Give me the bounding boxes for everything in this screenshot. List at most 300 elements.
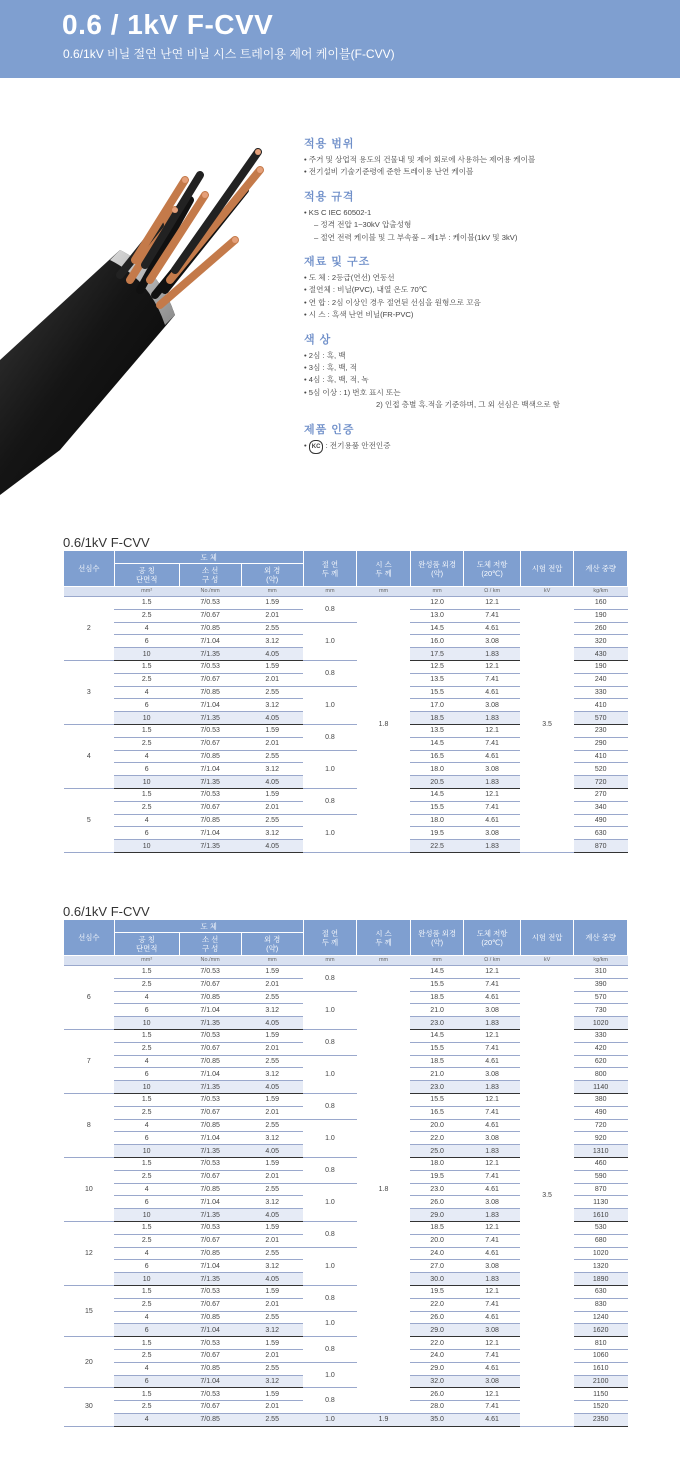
cable-od-cell: 13.5	[410, 673, 464, 686]
col-header-strand: 소 선 구 성	[179, 564, 241, 587]
weight-cell: 1890	[574, 1273, 628, 1286]
insulation-cell: 1.0	[303, 814, 357, 852]
od-cell: 4.05	[241, 840, 303, 853]
insulation-cell: 1.0	[303, 1362, 357, 1388]
units-row	[64, 587, 628, 597]
od-cell: 4.05	[241, 1081, 303, 1094]
strand-cell: 7/1.35	[179, 1145, 241, 1158]
resistance-cell: 12.1	[464, 724, 520, 737]
od-cell: 2.01	[241, 737, 303, 750]
resistance-cell: 7.41	[464, 1401, 520, 1414]
resistance-cell: 3.08	[464, 1375, 520, 1388]
unit-cell: mm	[241, 956, 303, 966]
area-cell: 10	[114, 1145, 179, 1158]
weight-cell: 810	[574, 1337, 628, 1350]
unit-cell: Ω / km	[464, 587, 520, 597]
resistance-cell: 3.08	[464, 1260, 520, 1273]
area-cell: 10	[114, 1273, 179, 1286]
area-cell: 4	[114, 750, 179, 763]
sheath-cell: 1.8	[357, 966, 411, 1414]
area-cell: 4	[114, 1055, 179, 1068]
voltage-cell: 3.5	[520, 597, 574, 853]
cable-od-cell: 19.5	[410, 1170, 464, 1183]
od-cell: 3.12	[241, 1260, 303, 1273]
area-cell: 6	[114, 1004, 179, 1017]
od-cell: 1.59	[241, 1029, 303, 1042]
insulation-cell: 1.0	[303, 686, 357, 724]
cores-cell: 15	[64, 1285, 115, 1336]
unit-cell: mm	[303, 587, 357, 597]
area-cell: 1.5	[114, 1285, 179, 1298]
unit-cell	[64, 956, 115, 966]
insulation-cell: 0.8	[303, 660, 357, 686]
color-line: • 2심 : 흑, 백	[304, 350, 346, 360]
area-cell: 2.5	[114, 1042, 179, 1055]
table-row	[64, 966, 628, 979]
standard-line: – 정격 전압 1~30kV 압출성형	[314, 220, 412, 230]
od-cell: 2.55	[241, 1119, 303, 1132]
od-cell: 2.55	[241, 1311, 303, 1324]
resistance-cell: 4.61	[464, 1362, 520, 1375]
area-cell: 1.5	[114, 724, 179, 737]
od-cell: 3.12	[241, 635, 303, 648]
weight-cell: 1520	[574, 1401, 628, 1414]
strand-cell: 7/0.85	[179, 1247, 241, 1260]
weight-cell: 1610	[574, 1209, 628, 1222]
color-line: • 3심 : 흑, 백, 적	[304, 363, 358, 373]
resistance-cell: 1.83	[464, 1209, 520, 1222]
area-cell: 6	[114, 699, 179, 712]
strand-cell: 7/0.85	[179, 1311, 241, 1324]
area-cell: 2.5	[114, 1298, 179, 1311]
cable-od-cell: 18.5	[410, 712, 464, 725]
resistance-cell: 7.41	[464, 737, 520, 750]
unit-cell: mm	[410, 956, 464, 966]
weight-cell: 340	[574, 801, 628, 814]
weight-cell: 1310	[574, 1145, 628, 1158]
resistance-cell: 3.08	[464, 699, 520, 712]
resistance-cell: 3.08	[464, 827, 520, 840]
resistance-cell: 1.83	[464, 840, 520, 853]
cable-od-cell: 17.5	[410, 648, 464, 661]
weight-cell: 270	[574, 788, 628, 801]
col-header-insulation: 절 연 두 께	[303, 551, 357, 587]
spec-section	[304, 135, 674, 463]
strand-cell: 7/0.53	[179, 1093, 241, 1106]
strand-cell: 7/0.53	[179, 1285, 241, 1298]
resistance-cell: 4.61	[464, 814, 520, 827]
cable-od-cell: 28.0	[410, 1401, 464, 1414]
resistance-cell: 7.41	[464, 1106, 520, 1119]
weight-cell: 230	[574, 724, 628, 737]
od-cell: 2.55	[241, 750, 303, 763]
od-cell: 1.59	[241, 597, 303, 610]
area-cell: 10	[114, 1017, 179, 1030]
insulation-cell: 0.8	[303, 1285, 357, 1311]
strand-cell: 7/0.53	[179, 1221, 241, 1234]
color-section	[304, 331, 674, 412]
weight-cell: 330	[574, 1029, 628, 1042]
col-header-cable-od: 완성품 외경 (약)	[410, 920, 464, 956]
area-cell: 2.5	[114, 1170, 179, 1183]
area-cell: 4	[114, 1362, 179, 1375]
cable-od-cell: 23.0	[410, 1183, 464, 1196]
weight-cell: 520	[574, 763, 628, 776]
weight-cell: 260	[574, 622, 628, 635]
material-line: • 연 합 : 2심 이상인 경우 절연된 선심을 원형으로 꼬음	[304, 297, 481, 307]
cable-od-cell: 23.0	[410, 1081, 464, 1094]
resistance-cell: 4.61	[464, 1247, 520, 1260]
od-cell: 3.12	[241, 1196, 303, 1209]
strand-cell: 7/1.35	[179, 776, 241, 789]
cable-od-cell: 20.0	[410, 1119, 464, 1132]
resistance-cell: 12.1	[464, 1029, 520, 1042]
od-cell: 1.59	[241, 1221, 303, 1234]
insulation-cell: 1.0	[303, 1247, 357, 1285]
strand-cell: 7/0.85	[179, 814, 241, 827]
resistance-cell: 4.61	[464, 991, 520, 1004]
area-cell: 10	[114, 648, 179, 661]
od-cell: 2.01	[241, 609, 303, 622]
col-header-resistance: 도체 저항 (20℃)	[464, 551, 520, 587]
resistance-cell: 4.61	[464, 750, 520, 763]
color-line: • 5심 이상 : 1) 번호 표시 또는	[304, 387, 401, 397]
col-header-od: 외 경 (약)	[241, 564, 303, 587]
od-cell: 2.01	[241, 1401, 303, 1414]
unit-cell: kg/km	[574, 956, 628, 966]
cores-cell: 7	[64, 1029, 115, 1093]
unit-cell: mm	[241, 587, 303, 597]
insulation-cell: 0.8	[303, 1029, 357, 1055]
od-cell: 2.55	[241, 1247, 303, 1260]
od-cell: 1.59	[241, 724, 303, 737]
cable-od-cell: 20.0	[410, 1234, 464, 1247]
cable-od-cell: 22.0	[410, 1298, 464, 1311]
cable-od-cell: 32.0	[410, 1375, 464, 1388]
area-cell: 1.5	[114, 1157, 179, 1170]
strand-cell: 7/0.67	[179, 1298, 241, 1311]
resistance-cell: 7.41	[464, 1234, 520, 1247]
insulation-cell: 1.0	[303, 991, 357, 1029]
strand-cell: 7/0.53	[179, 597, 241, 610]
cable-od-cell: 35.0	[410, 1413, 464, 1426]
area-cell: 2.5	[114, 978, 179, 991]
od-cell: 2.55	[241, 1413, 303, 1426]
insulation-cell: 0.8	[303, 724, 357, 750]
unit-cell: mm	[357, 956, 411, 966]
scope-line: • 주거 및 상업적 용도의 건물내 및 제어 회로에 사용하는 제어용 케이블	[304, 155, 536, 164]
col-header-voltage: 시험 전압	[520, 551, 574, 587]
strand-cell: 7/0.67	[179, 1106, 241, 1119]
cable-od-cell: 23.0	[410, 1017, 464, 1030]
cable-od-cell: 29.0	[410, 1209, 464, 1222]
cable-od-cell: 16.5	[410, 750, 464, 763]
cable-od-cell: 26.0	[410, 1311, 464, 1324]
weight-cell: 330	[574, 686, 628, 699]
weight-cell: 390	[574, 978, 628, 991]
insulation-cell: 1.0	[303, 1055, 357, 1093]
strand-cell: 7/0.85	[179, 750, 241, 763]
insulation-cell: 0.8	[303, 966, 357, 992]
weight-cell: 590	[574, 1170, 628, 1183]
table1-title: 0.6/1kV F-CVV	[63, 535, 150, 550]
strand-cell: 7/0.85	[179, 686, 241, 699]
cable-od-cell: 30.0	[410, 1273, 464, 1286]
od-cell: 2.01	[241, 1042, 303, 1055]
od-cell: 3.12	[241, 1068, 303, 1081]
insulation-cell: 1.0	[303, 1413, 357, 1426]
strand-cell: 7/1.04	[179, 1375, 241, 1388]
spec-table-1	[63, 550, 628, 853]
unit-cell: Ω / km	[464, 956, 520, 966]
strand-cell: 7/1.04	[179, 1324, 241, 1337]
weight-cell: 1130	[574, 1196, 628, 1209]
od-cell: 4.05	[241, 1017, 303, 1030]
page-header	[0, 0, 680, 78]
area-cell: 6	[114, 1196, 179, 1209]
sheath-cell: 1.8	[357, 597, 411, 853]
area-cell: 2.5	[114, 1234, 179, 1247]
cores-cell: 6	[64, 966, 115, 1030]
cores-cell: 2	[64, 597, 115, 661]
weight-cell: 680	[574, 1234, 628, 1247]
standard-line: • KS C IEC 60502-1	[304, 207, 372, 217]
sheath-cell: 1.9	[357, 1413, 411, 1426]
strand-cell: 7/0.53	[179, 788, 241, 801]
strand-cell: 7/0.85	[179, 1413, 241, 1426]
weight-cell: 410	[574, 750, 628, 763]
color-heading: 색 상	[304, 333, 332, 346]
col-header-weight: 계산 중량	[574, 551, 628, 587]
color-line: 2) 인접 층별 흑.적을 기준하며, 그 외 선심은 백색으로 함	[376, 400, 561, 410]
cable-product-image	[0, 130, 300, 495]
resistance-cell: 3.08	[464, 1004, 520, 1017]
unit-cell: mm	[303, 956, 357, 966]
area-cell: 1.5	[114, 1221, 179, 1234]
weight-cell: 630	[574, 827, 628, 840]
weight-cell: 630	[574, 1285, 628, 1298]
cable-od-cell: 25.0	[410, 1145, 464, 1158]
col-header-voltage: 시험 전압	[520, 920, 574, 956]
weight-cell: 190	[574, 660, 628, 673]
strand-cell: 7/0.67	[179, 801, 241, 814]
od-cell: 1.59	[241, 788, 303, 801]
weight-cell: 380	[574, 1093, 628, 1106]
area-cell: 1.5	[114, 1337, 179, 1350]
resistance-cell: 7.41	[464, 801, 520, 814]
resistance-cell: 12.1	[464, 1337, 520, 1350]
strand-cell: 7/0.53	[179, 1337, 241, 1350]
cable-od-cell: 22.0	[410, 1132, 464, 1145]
col-header-cable-od: 완성품 외경 (약)	[410, 551, 464, 587]
weight-cell: 1240	[574, 1311, 628, 1324]
area-cell: 4	[114, 1183, 179, 1196]
material-line: • 절연체 : 비닐(PVC), 내열 온도 70℃	[304, 285, 428, 295]
cable-od-cell: 12.5	[410, 660, 464, 673]
cable-od-cell: 18.0	[410, 1157, 464, 1170]
strand-cell: 7/0.85	[179, 1183, 241, 1196]
units-row	[64, 956, 628, 966]
area-cell: 2.5	[114, 609, 179, 622]
resistance-cell: 12.1	[464, 1221, 520, 1234]
col-header-sheath: 시 스 두 께	[357, 551, 411, 587]
strand-cell: 7/0.85	[179, 1119, 241, 1132]
area-cell: 6	[114, 1132, 179, 1145]
area-cell: 4	[114, 686, 179, 699]
area-cell: 4	[114, 1247, 179, 1260]
area-cell: 4	[114, 1311, 179, 1324]
od-cell: 1.59	[241, 1285, 303, 1298]
resistance-cell: 4.61	[464, 1311, 520, 1324]
weight-cell: 620	[574, 1055, 628, 1068]
unit-cell: kg/km	[574, 587, 628, 597]
area-cell: 1.5	[114, 660, 179, 673]
area-cell: 6	[114, 763, 179, 776]
cores-cell: 10	[64, 1157, 115, 1221]
scope-line: • 전기설비 기술기준령에 준한 트레이용 난연 케이블	[304, 167, 474, 177]
resistance-cell: 1.83	[464, 1273, 520, 1286]
resistance-cell: 12.1	[464, 788, 520, 801]
weight-cell: 190	[574, 609, 628, 622]
od-cell: 2.01	[241, 1170, 303, 1183]
cert-section	[304, 421, 674, 454]
cable-od-cell: 19.5	[410, 827, 464, 840]
cert-line: • KC : 전기용품 안전인증	[304, 440, 674, 454]
header-row	[64, 551, 628, 564]
od-cell: 2.01	[241, 1349, 303, 1362]
cable-od-cell: 15.5	[410, 686, 464, 699]
resistance-cell: 7.41	[464, 1298, 520, 1311]
area-cell: 1.5	[114, 1029, 179, 1042]
col-header-resistance: 도체 저항 (20℃)	[464, 920, 520, 956]
od-cell: 3.12	[241, 699, 303, 712]
od-cell: 2.55	[241, 1055, 303, 1068]
scope-section	[304, 135, 674, 179]
standard-heading: 적용 규격	[304, 190, 355, 203]
col-header-strand: 소 선 구 성	[179, 933, 241, 956]
weight-cell: 490	[574, 1106, 628, 1119]
area-cell: 2.5	[114, 1401, 179, 1414]
strand-cell: 7/0.53	[179, 724, 241, 737]
cable-od-cell: 18.5	[410, 1221, 464, 1234]
cable-od-cell: 18.0	[410, 814, 464, 827]
resistance-cell: 7.41	[464, 673, 520, 686]
resistance-cell: 3.08	[464, 1068, 520, 1081]
strand-cell: 7/0.67	[179, 1170, 241, 1183]
od-cell: 1.59	[241, 660, 303, 673]
od-cell: 3.12	[241, 1375, 303, 1388]
cores-cell: 8	[64, 1093, 115, 1157]
unit-cell: mm	[357, 587, 411, 597]
strand-cell: 7/1.35	[179, 1209, 241, 1222]
cores-cell: 12	[64, 1221, 115, 1285]
strand-cell: 7/0.53	[179, 1157, 241, 1170]
col-header-od: 외 경 (약)	[241, 933, 303, 956]
weight-cell: 460	[574, 1157, 628, 1170]
table-row	[64, 597, 628, 610]
od-cell: 3.12	[241, 1324, 303, 1337]
area-cell: 6	[114, 1375, 179, 1388]
od-cell: 2.01	[241, 1298, 303, 1311]
cable-od-cell: 17.0	[410, 699, 464, 712]
unit-cell: mm	[410, 587, 464, 597]
table2-title: 0.6/1kV F-CVV	[63, 904, 150, 919]
unit-cell: No./mm	[179, 587, 241, 597]
resistance-cell: 1.83	[464, 712, 520, 725]
col-header-area: 공 칭 단면적	[114, 564, 179, 587]
cable-od-cell: 22.0	[410, 1337, 464, 1350]
cable-od-cell: 16.5	[410, 1106, 464, 1119]
resistance-cell: 7.41	[464, 978, 520, 991]
weight-cell: 1020	[574, 1247, 628, 1260]
strand-cell: 7/0.53	[179, 966, 241, 979]
strand-cell: 7/1.35	[179, 840, 241, 853]
weight-cell: 1610	[574, 1362, 628, 1375]
scope-heading: 적용 범위	[304, 138, 355, 150]
area-cell: 10	[114, 712, 179, 725]
col-header-sheath: 시 스 두 께	[357, 920, 411, 956]
resistance-cell: 12.1	[464, 1093, 520, 1106]
area-cell: 2.5	[114, 801, 179, 814]
weight-cell: 490	[574, 814, 628, 827]
weight-cell: 1020	[574, 1017, 628, 1030]
strand-cell: 7/1.04	[179, 763, 241, 776]
cable-od-cell: 21.0	[410, 1068, 464, 1081]
cable-od-cell: 13.5	[410, 724, 464, 737]
strand-cell: 7/0.85	[179, 1362, 241, 1375]
cable-od-cell: 14.5	[410, 788, 464, 801]
weight-cell: 720	[574, 776, 628, 789]
od-cell: 2.55	[241, 1183, 303, 1196]
strand-cell: 7/1.35	[179, 712, 241, 725]
material-heading: 재료 및 구조	[304, 256, 371, 269]
area-cell: 10	[114, 840, 179, 853]
strand-cell: 7/0.67	[179, 978, 241, 991]
strand-cell: 7/0.67	[179, 1349, 241, 1362]
strand-cell: 7/1.35	[179, 1273, 241, 1286]
insulation-cell: 0.8	[303, 1337, 357, 1363]
area-cell: 10	[114, 1081, 179, 1094]
weight-cell: 2350	[574, 1413, 628, 1426]
col-header-area: 공 칭 단면적	[114, 933, 179, 956]
strand-cell: 7/1.04	[179, 1260, 241, 1273]
insulation-cell: 1.0	[303, 1119, 357, 1157]
cable-od-cell: 24.0	[410, 1349, 464, 1362]
cable-od-cell: 15.5	[410, 978, 464, 991]
col-header-insulation: 절 연 두 께	[303, 920, 357, 956]
resistance-cell: 4.61	[464, 1055, 520, 1068]
weight-cell: 730	[574, 1004, 628, 1017]
weight-cell: 2100	[574, 1375, 628, 1388]
resistance-cell: 4.61	[464, 686, 520, 699]
cores-cell: 20	[64, 1337, 115, 1388]
resistance-cell: 12.1	[464, 1157, 520, 1170]
material-line: • 시 스 : 흑색 난연 비닐(FR-PVC)	[304, 310, 414, 320]
strand-cell: 7/0.67	[179, 737, 241, 750]
resistance-cell: 12.1	[464, 1388, 520, 1401]
resistance-cell: 12.1	[464, 1285, 520, 1298]
resistance-cell: 1.83	[464, 1145, 520, 1158]
weight-cell: 240	[574, 673, 628, 686]
weight-cell: 410	[574, 699, 628, 712]
insulation-cell: 0.8	[303, 788, 357, 814]
resistance-cell: 1.83	[464, 648, 520, 661]
area-cell: 2.5	[114, 737, 179, 750]
od-cell: 3.12	[241, 1132, 303, 1145]
area-cell: 1.5	[114, 597, 179, 610]
weight-cell: 1150	[574, 1388, 628, 1401]
header-row	[64, 920, 628, 933]
